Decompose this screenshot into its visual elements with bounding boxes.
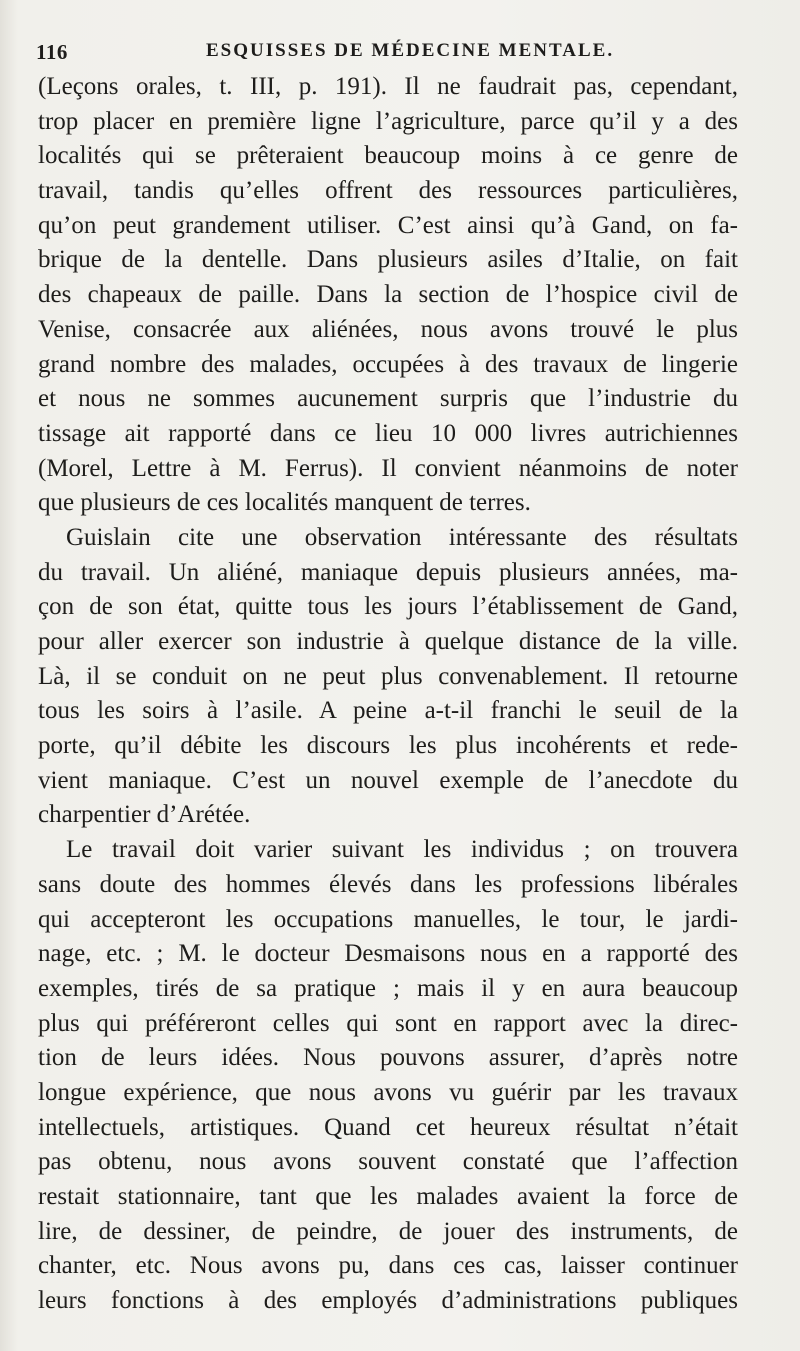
running-head: ESQUISSES DE MÉDECINE MENTALE. — [206, 40, 615, 61]
text-line: porte, qu’il débite les discours les plus incohérents et rede- — [38, 732, 738, 760]
page-number: 116 — [36, 40, 68, 64]
text-line: lire, de dessiner, de peindre, de jouer des instruments, de — [38, 1217, 738, 1245]
text-line: nage, etc. ; M. le docteur Desmaisons nous en a rapporté des — [38, 940, 738, 968]
text-line: brique de la dentelle. Dans plusieurs asiles d’Italie, on fait — [38, 246, 738, 274]
text-line: Là, il se conduit on ne peut plus convenablement. Il retourne — [38, 662, 738, 690]
text-line: trop placer en première ligne l’agriculture, parce qu’il y a des — [38, 107, 738, 135]
text-line: pour aller exercer son industrie à quelque distance de la ville. — [38, 628, 738, 655]
text-line: qui accepteront les occupations manuelles, le tour, le jardi- — [38, 905, 738, 933]
text-line: plus qui préféreront celles qui sont en rapport avec la direc- — [38, 1009, 738, 1037]
text-line: (Morel, Lettre à M. Ferrus). Il convient néanmoins de noter — [38, 454, 738, 482]
text-line: grand nombre des malades, occupées à des travaux de lingerie — [38, 350, 738, 378]
text-line: tion de leurs idées. Nous pouvons assurer, d’après notre — [38, 1044, 738, 1072]
text-line: (Leçons orales, t. III, p. 191). Il ne faudrait pas, cependant, — [38, 73, 738, 100]
text-line: Guislain cite une observation intéressante des résultats — [66, 523, 738, 551]
text-line: chanter, etc. Nous avons pu, dans ces cas, laisser continuer — [38, 1252, 738, 1280]
text-line: longue expérience, que nous avons vu guérir par les travaux — [38, 1078, 738, 1106]
text-line: restait stationnaire, tant que les malades avaient la force de — [38, 1183, 738, 1210]
text-line: exemples, tirés de sa pratique ; mais il y en aura beaucoup — [38, 974, 738, 1002]
text-line: du travail. Un aliéné, maniaque depuis plusieurs années, ma- — [38, 558, 738, 586]
text-line: çon de son état, quitte tous les jours l’établissement de Gand, — [38, 593, 738, 621]
body-text — [38, 70, 738, 1319]
text-line: localités qui se prêteraient beaucoup moins à ce genre de — [38, 142, 738, 170]
text-line: leurs fonctions à des employés d’administrations publiques — [38, 1287, 738, 1315]
text-line: Le travail doit varier suivant les individus ; on trouvera — [66, 836, 738, 864]
text-line: que plusieurs de ces localités manquent de terres. — [38, 489, 531, 517]
text-line: des chapeaux de paille. Dans la section de l’hospice civil de — [38, 281, 738, 309]
text-line: charpentier d’Arétée. — [38, 801, 251, 829]
text-line: vient maniaque. C’est un nouvel exemple de l’anecdote du — [38, 766, 738, 794]
text-line: qu’on peut grandement utiliser. C’est ainsi qu’à Gand, on fa- — [38, 211, 738, 239]
text-line: tissage ait rapporté dans ce lieu 10 000 livres autrichiennes — [38, 419, 738, 447]
text-line: pas obtenu, nous avons souvent constaté que l’affection — [38, 1148, 738, 1176]
text-line: tous les soirs à l’asile. A peine a-t-il franchi le seuil de la — [38, 697, 738, 725]
text-line: sans doute des hommes élevés dans les professions libérales — [38, 870, 738, 898]
text-line: et nous ne sommes aucunement surpris que l’industrie du — [38, 385, 738, 413]
text-line: intellectuels, artistiques. Quand cet heureux résultat n’était — [38, 1113, 738, 1141]
text-line: travail, tandis qu’elles offrent des ressources particulières, — [38, 177, 738, 205]
text-line: Venise, consacrée aux aliénées, nous avons trouvé le plus — [38, 315, 738, 343]
page-header — [36, 32, 776, 66]
